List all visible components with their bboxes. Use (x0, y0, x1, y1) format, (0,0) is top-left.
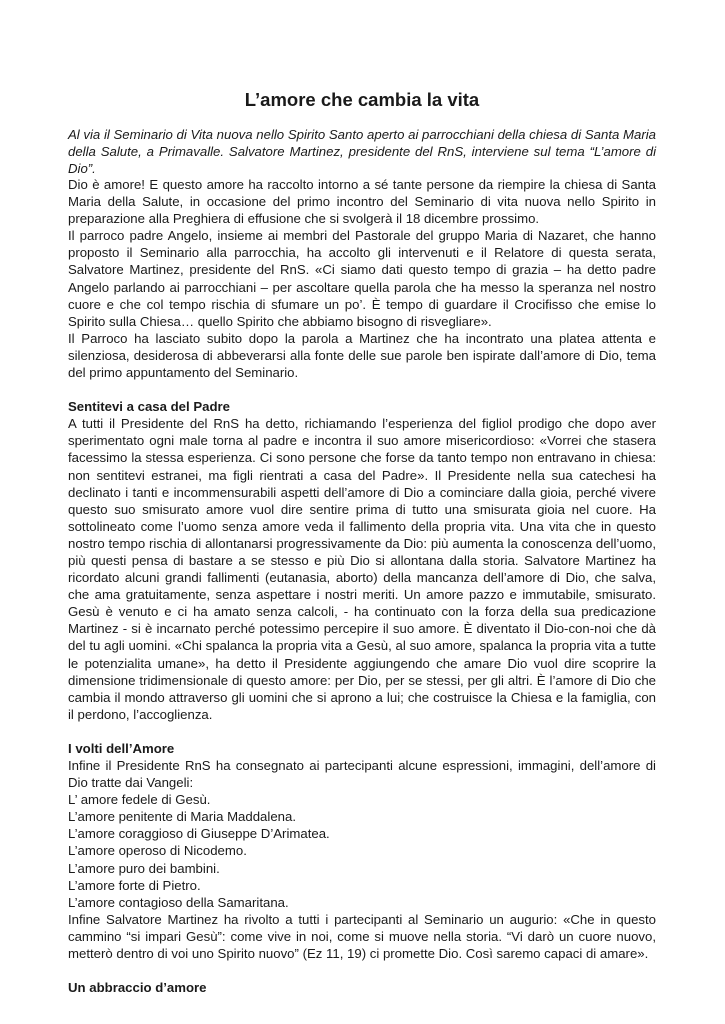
body-paragraph: Il Parroco ha lasciato subito dopo la parola a Martinez che ha incontrato una platea attenta e silenziosa, desiderosa di abbeverarsi alla fonte delle sue parole ben ispirate dall’amore di Dio, tema del primo appuntamento del Seminario. (68, 330, 656, 381)
love-faces-list (68, 791, 656, 911)
list-item: L’amore puro dei bambini. (68, 860, 220, 876)
list-item: L’amore coraggioso di Giuseppe D’Arimatea. (68, 826, 330, 842)
section-heading: Un abbraccio d’amore (68, 980, 207, 996)
paragraph-spacer (68, 962, 656, 979)
section-heading: I volti dell’Amore (68, 740, 175, 756)
body-paragraph: Il parroco padre Angelo, insieme ai membri del Pastorale del gruppo Maria di Nazaret, che hanno proposto il Seminario alla parrocchia, ha accolto gli intervenuti e il Relatore di questa serata, Salvatore Martinez, presidente del RnS. «Ci siamo dati questo tempo di grazia – ha detto padre Angelo parlando ai parrocchiani – per ascoltare quella parola che ha messo la speranza nel nostro cuore e che col tempo rischia di sfumare un po’. È tempo di guardare il Crocifisso che emise lo Spirito sulla Chiesa… quello Spirito che abbiamo bisogno di risvegliare». (68, 228, 656, 329)
page-title: L’amore che cambia la vita (244, 89, 480, 110)
list-item: L’amore contagioso della Samaritana. (68, 894, 289, 910)
list-item: L’ amore fedele di Gesù. (68, 792, 211, 808)
intro-paragraph: Al via il Seminario di Vita nuova nello Spirito Santo aperto ai parrocchiani della chiesa di Santa Maria della Salute, a Primavalle. Salvatore Martinez, presidente del RnS, interviene sul tema “L’amore di Dio”. (68, 127, 656, 177)
section-paragraph: A tutti il Presidente del RnS ha detto, richiamando l’esperienza del figliol prodigo che dopo aver sperimentato ogni male torna al padre e incontra il suo amore misericordioso: «Vorrei che stasera facessimo la stessa esperienza. Ci sono persone che forse da tanto tempo non entravano in chiesa: non sentitevi estranei, ma figli rientrati a casa del Padre». Il Presidente nella sua catechesi ha declinato i tanti e incommensurabili aspetti dell’amore di Dio a cominciare dalla gioia, perché vivere questo suo smisurato amore vuol dire sentire prima di tutto una smisurata gioia nel cuore. Ha sottolineato come l’uomo senza amore veda il fallimento della propria vita. Una vita che in questo nostro tempo rischia di allontanarsi progressivamente da Dio: più aumenta la conoscenza dell’uomo, più questi pensa di bastare a se stesso e più Dio si allontana dalla storia. Salvatore Martinez ha ricordato alcuni grandi fallimenti (eutanasia, aborto) della mancanza dell’amore di Dio, che salva, che ama gratuitamente, senza aspettare i nostri meriti. Un amore pazzo e immutabile, smisurato. Gesù è venuto e ci ha amato senza calcoli, - ha continuato con la forza della sua predicazione Martinez - si è incarnato perché potessimo percepire il suo amore. È diventato il Dio-con-noi che dà del tu agli uomini. «Chi spalanca la propria vita a Gesù, al suo amore, spalanca la propria vita a tutte le potenzialita umane», ha detto il Presidente aggiungendo che amare Dio vuol dire scoprire la dimensione tridimensionale di questo amore: per Dio, per se stessi, per gli altri. È l’amore di Dio che cambia il mondo attraverso gli uomini che si aprono a lui; che costruisce la Chiesa e la famiglia, con il perdono, l’accoglienza. (68, 416, 656, 722)
list-item: L’amore operoso di Nicodemo. (68, 843, 247, 859)
paragraph-spacer (68, 381, 656, 398)
list-item: L’amore forte di Pietro. (68, 877, 201, 893)
body-paragraph: Dio è amore! E questo amore ha raccolto intorno a sé tante persone da riempire la chiesa di Santa Maria della Salute, in occasione del primo incontro del Seminario di vita nuova nello Spirito in preparazione alla Preghiera di effusione che si svolgerà il 18 dicembre prossimo. (68, 177, 656, 227)
list-item: L’amore penitente di Maria Maddalena. (68, 809, 296, 825)
section-paragraph: Infine il Presidente RnS ha consegnato ai partecipanti alcune espressioni, immagini, dell’amore di Dio tratte dai Vangeli: (68, 758, 656, 791)
article-body (68, 176, 656, 996)
paragraph-spacer (68, 723, 656, 740)
section-paragraph: Infine Salvatore Martinez ha rivolto a tutti i partecipanti al Seminario un augurio: «Che in questo cammino “si impari Gesù”: come vive in noi, come si muove nella storia. “Vi darò un cuore nuovo, metterò dentro di voi uno Spirito nuovo” (Ez 11, 19) ci promette Dio. Così saremo capaci di amare». (68, 911, 656, 962)
section-heading: Sentitevi a casa del Padre (68, 399, 230, 415)
